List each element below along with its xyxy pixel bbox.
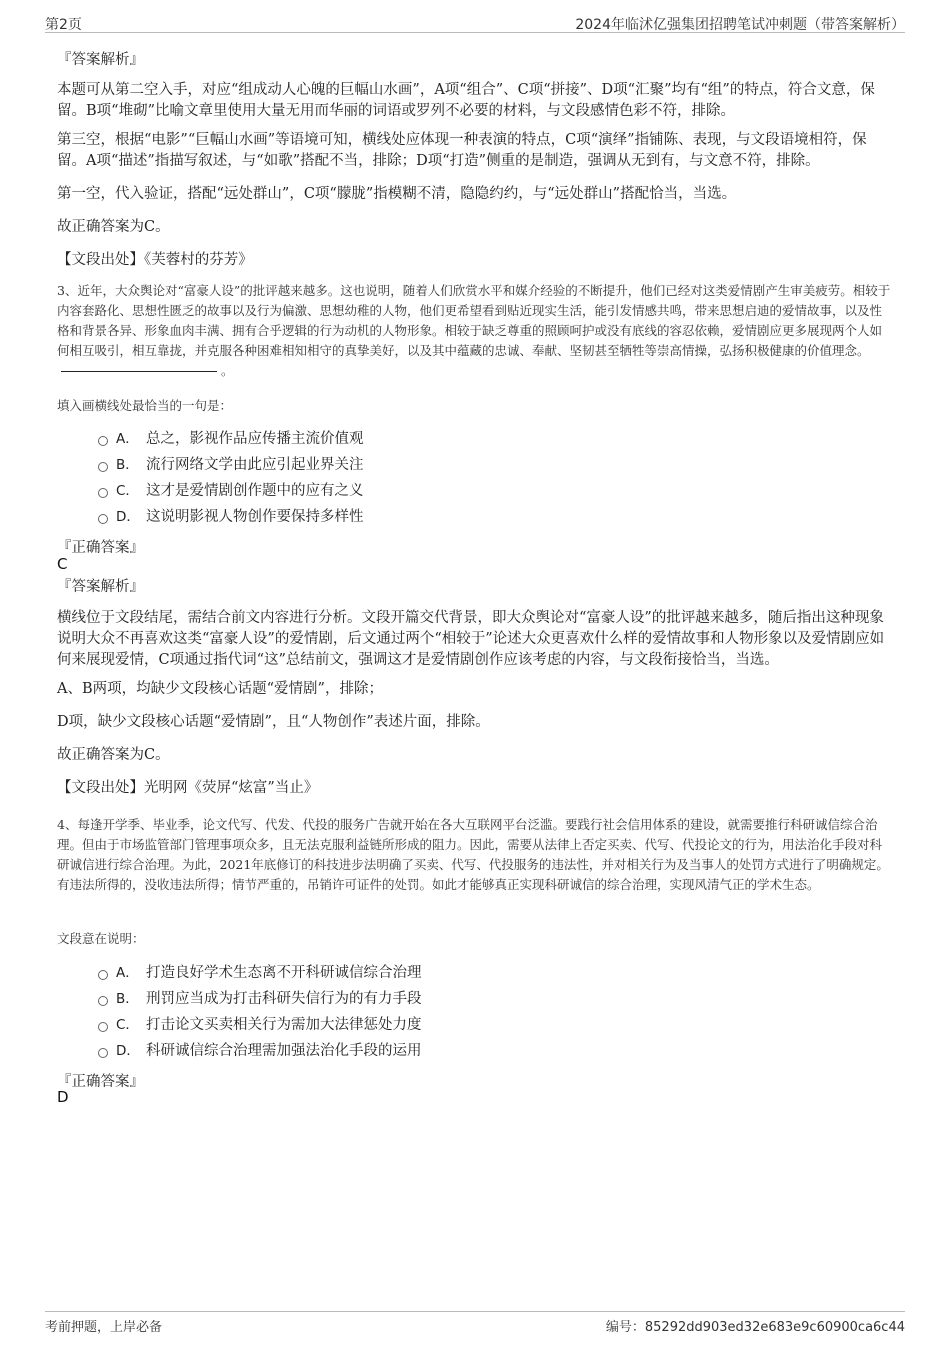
footer-slogan: 考前押题，上岸必备 bbox=[45, 1320, 163, 1335]
page-footer bbox=[45, 1311, 905, 1336]
option-key: C． bbox=[116, 483, 139, 499]
q3-analysis-para3: D项，缺少文段核心话题“爱情剧”，且“人物创作”表述片面，排除。 bbox=[57, 714, 490, 730]
q4-correct-label: 『正确答案』 bbox=[57, 1074, 144, 1090]
q3-stem bbox=[57, 281, 893, 381]
radio-icon[interactable] bbox=[98, 436, 108, 446]
q4-correct-answer: D bbox=[57, 1088, 69, 1106]
radio-icon[interactable] bbox=[98, 1048, 108, 1058]
page-header bbox=[45, 12, 905, 33]
radio-icon[interactable] bbox=[98, 462, 108, 472]
q4-option-d[interactable] bbox=[98, 1040, 422, 1062]
q3-option-c[interactable] bbox=[98, 480, 364, 502]
radio-icon[interactable] bbox=[98, 1022, 108, 1032]
q4-option-a[interactable] bbox=[98, 962, 422, 984]
option-key: B． bbox=[116, 457, 139, 473]
q3-option-a[interactable] bbox=[98, 428, 364, 450]
q3-conclusion: 故正确答案为C。 bbox=[57, 747, 170, 763]
q2-conclusion: 故正确答案为C。 bbox=[57, 219, 170, 235]
q3-source: 【文段出处】光明网《荧屏“炫富”当止》 bbox=[57, 780, 319, 796]
page-number: 第2页 bbox=[45, 17, 82, 33]
radio-icon[interactable] bbox=[98, 488, 108, 498]
fill-blank bbox=[61, 370, 217, 372]
q4-prompt: 文段意在说明： bbox=[57, 931, 145, 946]
option-text: 科研诚信综合治理需加强法治化手段的运用 bbox=[146, 1043, 422, 1059]
document-code: 编号：85292dd903ed32e683e9c60900ca6c44 bbox=[605, 1320, 905, 1335]
q2-analysis-para2: 第三空，根据“电影”“巨幅山水画”等语境可知，横线处应体现一种表演的特点，C项“演绎”指铺陈、表现，与文段语境相符，保留。A项“描述”指描写叙述，与“如歌”搭配不当，排除；D项“打造”侧重的是制造，强调从无到有，与文意不符，排除。 bbox=[57, 132, 867, 169]
radio-icon[interactable] bbox=[98, 996, 108, 1006]
q3-prompt: 填入画横线处最恰当的一句是： bbox=[57, 398, 233, 413]
q3-stem-text: 3、近年，大众舆论对“富豪人设”的批评越来越多。这也说明，随着人们欣赏水平和媒介经验的不断提升，他们已经对这类爱情剧产生审美疲劳。相较于内容套路化、思想性匮乏的故事以及行为偏激、思想幼稚的人物，他们更希望看到贴近现实生活，能引发情感共鸣，带来思想启迪的爱情故事，以及性格和背景各异、形象血肉丰满、拥有合乎逻辑的行为动机的人物形象。相较于缺乏尊重的照顾呵护或没有底线的容忍依赖，爱情剧应更多展现两个人如何相互吸引，相互靠拢，并克服各种困难相知相守的真挚美好，以及其中蕴藏的忠诚、奉献、坚韧甚至牺牲等崇高情操，弘扬积极健康的价值理念。 bbox=[57, 283, 891, 358]
q3-analysis-para2: A、B两项，均缺少文段核心话题“爱情剧”，排除； bbox=[57, 681, 383, 697]
option-key: A． bbox=[116, 431, 139, 447]
q2-analysis-para1: 本题可从第二空入手，对应“组成动人心魄的巨幅山水画”，A项“组合”、C项“拼接”、D项“汇聚”均有“组”的特点，符合文意，保留。B项“堆砌”比喻文章里使用大量无用而华丽的词语或罗列不必要的材料，与文段感情色彩不符，排除。 bbox=[57, 82, 875, 119]
option-key: D． bbox=[116, 1043, 140, 1059]
option-text: 这说明影视人物创作要保持多样性 bbox=[146, 509, 364, 525]
q3-analysis-para1: 横线位于文段结尾，需结合前文内容进行分析。文段开篇交代背景，即大众舆论对“富豪人设”的批评越来越多，随后指出这种现象说明大众不再喜欢这类“富豪人设”的爱情剧，后文通过两个“相较于”论述大众更喜欢什么样的爱情故事和人物形象以及爱情剧应如何来展现爱情，C项通过指代词“这”总结前文，强调这才是爱情剧创作应该考虑的内容，与文段衔接恰当，当选。 bbox=[57, 610, 885, 668]
option-text: 打造良好学术生态离不开科研诚信综合治理 bbox=[146, 965, 422, 981]
q3-option-d[interactable] bbox=[98, 506, 364, 528]
option-text: 刑罚应当成为打击科研失信行为的有力手段 bbox=[146, 991, 422, 1007]
q3-correct-answer: C bbox=[57, 555, 68, 573]
option-key: A． bbox=[116, 965, 139, 981]
document-title: 2024年临沭亿强集团招聘笔试冲刺题（带答案解析） bbox=[575, 17, 905, 33]
option-key: C． bbox=[116, 1017, 139, 1033]
option-text: 流行网络文学由此应引起业界关注 bbox=[146, 457, 364, 473]
option-text: 总之，影视作品应传播主流价值观 bbox=[146, 431, 364, 447]
q2-source: 【文段出处】《芙蓉村的芬芳》 bbox=[57, 252, 253, 268]
option-key: B． bbox=[116, 991, 139, 1007]
radio-icon[interactable] bbox=[98, 514, 108, 524]
q3-analysis-label: 『答案解析』 bbox=[57, 579, 144, 595]
radio-icon[interactable] bbox=[98, 970, 108, 980]
option-key: D． bbox=[116, 509, 140, 525]
q4-option-c[interactable] bbox=[98, 1014, 422, 1036]
q4-stem: 4、每逢开学季、毕业季，论文代写、代发、代投的服务广告就开始在各大互联网平台泛滥。要践行社会信用体系的建设，就需要推行科研诚信综合治理。但由于市场监管部门管理事项众多，且无法克服利益链所形成的阻力。因此，需要从法律上否定买卖、代写、代投论文的行为，用法治化手段对科研诚信进行综合治理。为此，2021年底修订的科技进步法明确了买卖、代写、代投服务的违法性，并对相关行为及当事人的处罚方式进行了明确规定。有违法所得的，没收违法所得；情节严重的，吊销许可证件的处罚。如此才能够真正实现科研诚信的综合治理，实现风清气正的学术生态。 bbox=[57, 817, 889, 892]
q4-option-b[interactable] bbox=[98, 988, 422, 1010]
q3-correct-label: 『正确答案』 bbox=[57, 540, 144, 556]
q2-analysis-para3: 第一空，代入验证，搭配“远处群山”，C项“朦胧”指模糊不清，隐隐约约，与“远处群山”搭配恰当，当选。 bbox=[57, 186, 737, 202]
q2-analysis-label: 『答案解析』 bbox=[57, 52, 144, 68]
q3-stem-end: 。 bbox=[221, 363, 234, 378]
option-text: 打击论文买卖相关行为需加大法律惩处力度 bbox=[146, 1017, 422, 1033]
q3-option-b[interactable] bbox=[98, 454, 364, 476]
option-text: 这才是爱情剧创作题中的应有之义 bbox=[146, 483, 364, 499]
